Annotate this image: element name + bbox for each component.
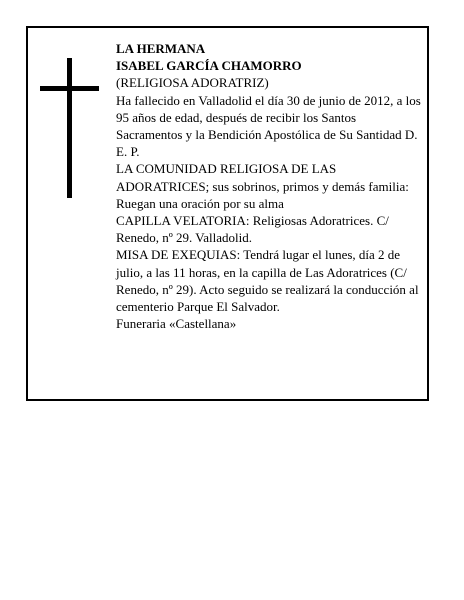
deceased-name: ISABEL GARCÍA CHAMORRO (116, 58, 302, 74)
heading-line-1: LA HERMANA (116, 41, 206, 56)
notice-text (116, 40, 424, 332)
death-paragraph: Ha fallecido en Valladolid el día 30 de junio de 2012, a los 95 años de edad, después de recibir los Santos Sacramentos y la Bendición Apostólica de Su Santidad D. E. P. (116, 92, 421, 160)
prayer-paragraph: Ruegan una oración por su alma (116, 195, 284, 211)
obituary-notice (26, 26, 429, 401)
latin-cross-icon (40, 58, 99, 198)
funeral-home-paragraph: Funeraria «Castellana» (116, 316, 237, 332)
cross-vertical-bar (67, 58, 72, 198)
cross-horizontal-bar (40, 86, 99, 91)
deceased-role: (RELIGIOSA ADORATRIZ) (116, 75, 269, 91)
funeral-paragraph: MISA DE EXEQUIAS: Tendrá lugar el lunes, día 2 de julio, a las 11 horas, en la capilla de Las Adoratrices (C/ Renedo, nº 29). Acto seguido se realizará la conducción al cementerio Parque El Salvador. (116, 247, 419, 315)
wake-paragraph: CAPILLA VELATORIA: Religiosas Adoratrices. C/ Renedo, nº 29. Valladolid. (116, 213, 389, 246)
community-paragraph: LA COMUNIDAD RELIGIOSA DE LAS ADORATRICES; sus sobrinos, primos y demás familia: (116, 161, 409, 194)
